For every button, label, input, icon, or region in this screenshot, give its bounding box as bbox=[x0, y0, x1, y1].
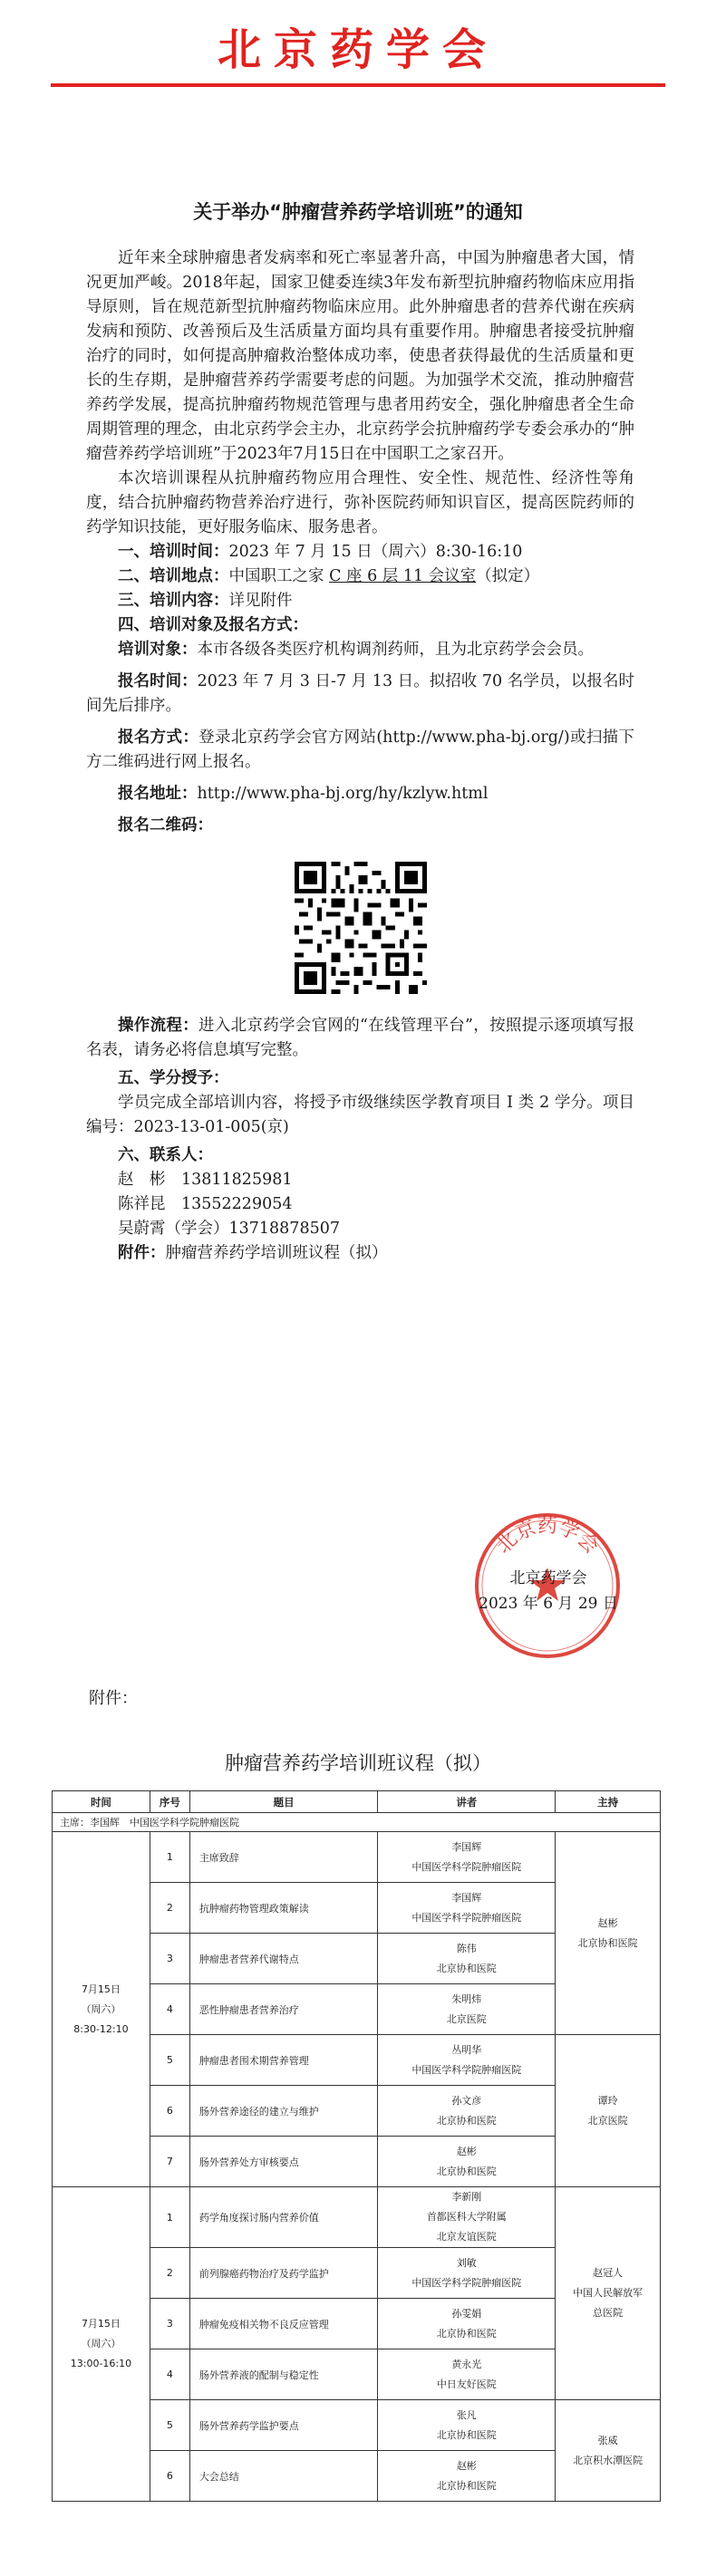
section-target-heading: 四、培训对象及报名方式： bbox=[118, 616, 308, 634]
session-number: 1 bbox=[150, 2187, 189, 2248]
session-speaker: 刘敏 中国医学科学院肿瘤医院 bbox=[378, 2248, 556, 2299]
session-topic: 肠外营养药学监护要点 bbox=[189, 2400, 378, 2451]
schedule-table bbox=[52, 1790, 661, 2502]
table-row bbox=[53, 2187, 661, 2248]
session-speaker: 张凡 北京协和医院 bbox=[378, 2400, 556, 2451]
operation-procedure: 操作流程：进入北京药学会官网的“在线管理平台”，按照提示逐项填写报名表，请务必将信息填写完整。 bbox=[86, 1017, 634, 1059]
session-host: 赵彬 北京协和医院 bbox=[556, 1832, 661, 2035]
contact-person: 吴蔚霄（学会）13718878507 bbox=[118, 1220, 340, 1238]
session-number: 2 bbox=[150, 2248, 189, 2299]
header-time: 时间 bbox=[53, 1791, 150, 1813]
session-number: 2 bbox=[150, 1883, 189, 1934]
schedule-title: 肿瘤营养药学培训班议程（拟） bbox=[225, 1752, 491, 1774]
session-topic: 恶性肿瘤患者营养治疗 bbox=[189, 1984, 378, 2035]
table-row bbox=[53, 1832, 661, 1883]
session-number: 7 bbox=[150, 2137, 189, 2187]
session-number: 5 bbox=[150, 2400, 189, 2451]
registration-method: 报名方式：登录北京药学会官方网站(http://www.pha-bj.org/)或扫描下方二维码进行网上报名。 bbox=[86, 728, 634, 771]
contact-person: 赵 彬 13811825981 bbox=[118, 1171, 293, 1189]
intro-paragraph-1: 近年来全球肿瘤患者发病率和死亡率显著升高，中国为肿瘤患者大国，情况更加严峻。2018年起，国家卫健委连续3年发布新型抗肿瘤药物临床应用指导原则，旨在规范新型抗肿瘤药物临床应用。此外肿瘤患者的营养代谢在疾病发病和预防、改善预后及生活质量方面均具有重要作用。肿瘤患者接受抗肿瘤治疗的同时，如何提高肿瘤救治整体成功率，使患者获得最优的生活质量和更长的生存期，是肿瘤营养药学需要考虑的问题。为加强学术交流，推动肿瘤营养药学发展，提高抗肿瘤药物规范管理与患者用药安全，强化肿瘤患者全生命周期管理的理念，由北京药学会主办，北京药学会抗肿瘤药学专委会承办的“肿瘤营养药学培训班”于2023年7月15日在中国职工之家召开。 bbox=[86, 249, 634, 463]
session-topic: 抗肿瘤药物管理政策解读 bbox=[189, 1883, 378, 1934]
registration-address[interactable]: 报名地址：http://www.pha-bj.org/hy/kzlyw.html bbox=[118, 785, 489, 803]
session-topic: 肿瘤患者围术期营养管理 bbox=[189, 2035, 378, 2086]
letterhead-divider bbox=[51, 83, 665, 87]
section-contact-heading: 六、联系人： bbox=[118, 1146, 213, 1164]
attachment-label: 附件： bbox=[89, 1689, 138, 1708]
letterhead-org-name: 北京药学会 bbox=[217, 24, 498, 75]
session-number: 4 bbox=[150, 1984, 189, 2035]
signature-date: 2023 年 6 月 29 日 bbox=[479, 1595, 618, 1613]
session-speaker: 朱明炜 北京医院 bbox=[378, 1984, 556, 2035]
registration-time: 报名时间：2023 年 7 月 3 日-7 月 13 日。拟招收 70 名学员，以报名时间先后排序。 bbox=[86, 672, 635, 715]
session-topic: 肠外营养处方审核要点 bbox=[189, 2137, 378, 2187]
section-credit-heading: 五、学分授予： bbox=[118, 1069, 229, 1087]
session-speaker: 赵彬 北京协和医院 bbox=[378, 2451, 556, 2502]
document-body bbox=[86, 246, 634, 1266]
svg-text:北京药学会 bbox=[492, 1515, 603, 1558]
seal-text: 北京药学会 bbox=[492, 1515, 603, 1558]
header-host: 主持 bbox=[556, 1791, 661, 1813]
table-header-row bbox=[53, 1791, 661, 1813]
credit-description: 学员完成全部培训内容，将授予市级继续医学教育项目 I 类 2 学分。项目编号：2023-13-01-005(京) bbox=[86, 1094, 634, 1136]
session-number: 3 bbox=[150, 1934, 189, 1984]
session-topic: 前列腺癌药物治疗及药学监护 bbox=[189, 2248, 378, 2299]
registration-qr-label: 报名二维码： bbox=[118, 816, 213, 835]
session-topic: 主席致辞 bbox=[189, 1832, 378, 1883]
intro-paragraph-2: 本次培训课程从抗肿瘤药物应用合理性、安全性、规范性、经济性等角度，结合抗肿瘤药物营养治疗进行，弥补医院药师知识盲区，提高医院药师的药学知识技能，更好服务临床、服务患者。 bbox=[86, 469, 634, 536]
session-topic: 肠外营养途径的建立与维护 bbox=[189, 2086, 378, 2137]
attachment-line: 附件：肿瘤营养药学培训班议程（拟） bbox=[118, 1244, 388, 1262]
session-speaker: 赵彬 北京协和医院 bbox=[378, 2137, 556, 2187]
session-time: 7月15日 （周六） 13:00-16:10 bbox=[53, 2187, 150, 2502]
session-host: 谭玲 北京医院 bbox=[556, 2035, 661, 2187]
session-speaker: 孙文彦 北京协和医院 bbox=[378, 2086, 556, 2137]
session-speaker: 李国辉 中国医学科学院肿瘤医院 bbox=[378, 1832, 556, 1883]
session-speaker: 孙雯娟 北京协和医院 bbox=[378, 2299, 556, 2349]
session-speaker: 丛明华 中国医学科学院肿瘤医院 bbox=[378, 2035, 556, 2086]
session-number: 5 bbox=[150, 2035, 189, 2086]
session-host: 张威 北京积水潭医院 bbox=[556, 2400, 661, 2502]
header-speaker: 讲者 bbox=[378, 1791, 556, 1813]
session-number: 4 bbox=[150, 2349, 189, 2400]
session-host: 赵冠人 中国人民解放军 总医院 bbox=[556, 2187, 661, 2400]
contact-person: 陈祥昆 13552229054 bbox=[118, 1195, 293, 1213]
header-topic: 题目 bbox=[189, 1791, 378, 1813]
section-training-location: 二、培训地点：中国职工之家 C 座 6 层 11 会议室（拟定） bbox=[118, 567, 540, 585]
session-number: 6 bbox=[150, 2086, 189, 2137]
chair-row: 主席：李国辉 中国医学科学院肿瘤医院 bbox=[53, 1813, 661, 1832]
session-speaker: 李国辉 中国医学科学院肿瘤医院 bbox=[378, 1883, 556, 1934]
session-topic: 药学角度探讨肠内营养价值 bbox=[189, 2187, 378, 2248]
section-training-time: 一、培训时间：2023 年 7 月 15 日（周六）8:30-16:10 bbox=[118, 543, 523, 561]
session-number: 1 bbox=[150, 1832, 189, 1883]
session-speaker: 李新刚 首都医科大学附属 北京友谊医院 bbox=[378, 2187, 556, 2248]
session-topic: 大会总结 bbox=[189, 2451, 378, 2502]
document-title: 关于举办“肿瘤营养药学培训班”的通知 bbox=[193, 201, 523, 223]
session-speaker: 黄永光 中日友好医院 bbox=[378, 2349, 556, 2400]
session-topic: 肿瘤免疫相关物不良反应管理 bbox=[189, 2299, 378, 2349]
session-speaker: 陈伟 北京协和医院 bbox=[378, 1934, 556, 1984]
attachment-page bbox=[0, 1681, 716, 2576]
session-time: 7月15日 （周六） 8:30-12:10 bbox=[53, 1832, 150, 2187]
session-number: 6 bbox=[150, 2451, 189, 2502]
header-no: 序号 bbox=[150, 1791, 189, 1813]
session-topic: 肿瘤患者营养代谢特点 bbox=[189, 1934, 378, 1984]
signature-org: 北京药学会 bbox=[509, 1569, 587, 1587]
session-number: 3 bbox=[150, 2299, 189, 2349]
signature-block bbox=[471, 1566, 625, 1616]
session-topic: 肠外营养液的配制与稳定性 bbox=[189, 2349, 378, 2400]
training-target: 培训对象：本市各级各类医疗机构调剂药师，且为北京药学会会员。 bbox=[118, 641, 594, 659]
registration-qr-code[interactable] bbox=[295, 862, 427, 994]
section-training-content: 三、培训内容：详见附件 bbox=[118, 592, 293, 610]
